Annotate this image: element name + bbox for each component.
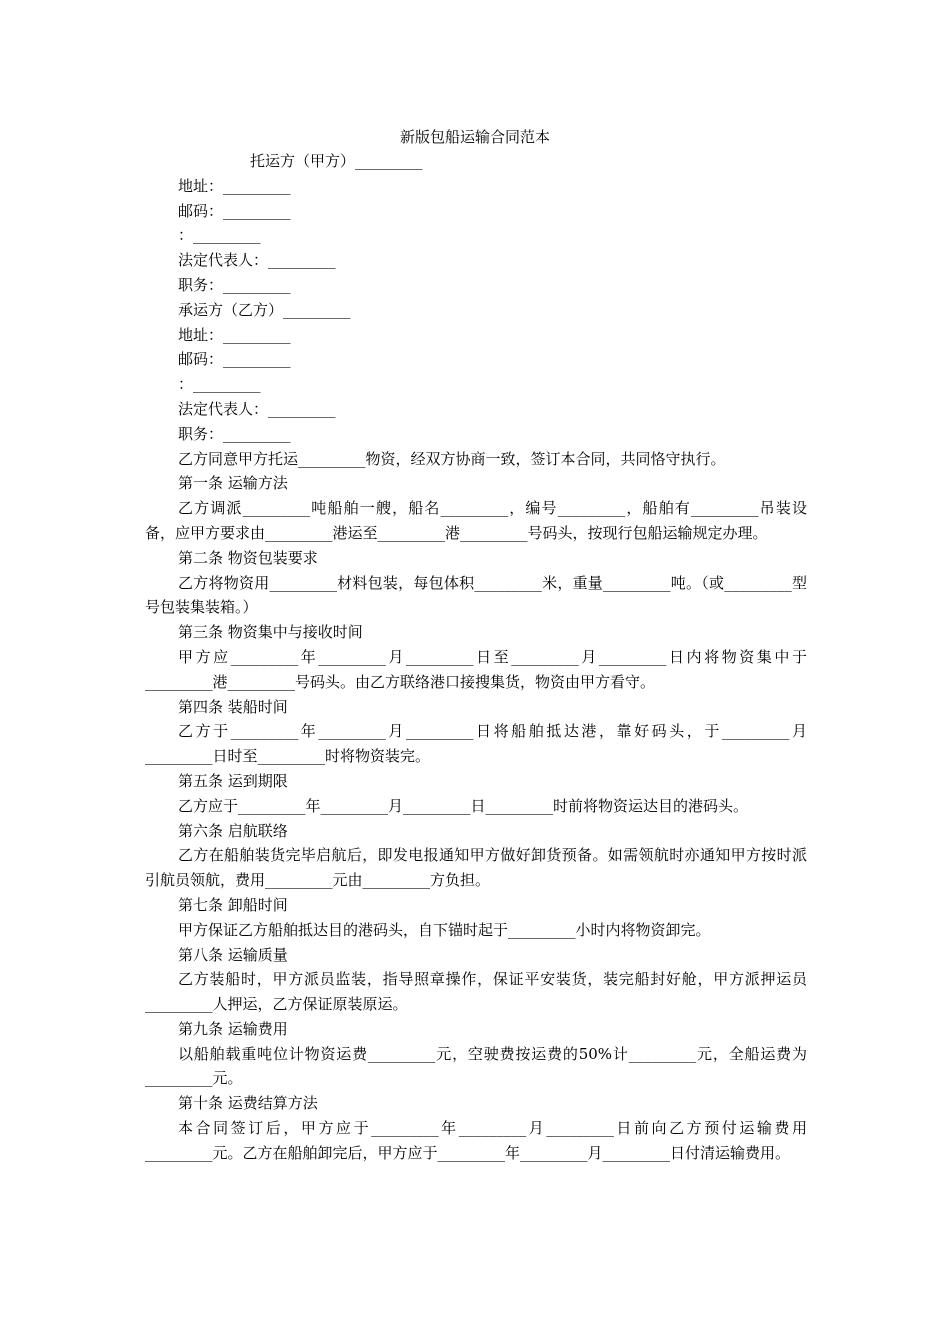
party-b-name: 承运方（乙方）_________ bbox=[178, 300, 351, 319]
article-2-body: 乙方将物资用_________材料包装，每包体积_________米，重量_________吨。（或_________型号包装集装箱。） bbox=[145, 573, 807, 617]
article-6-heading: 第六条 启航联络 bbox=[178, 821, 288, 840]
party-b-legal-rep: 法定代表人：_________ bbox=[178, 399, 336, 418]
article-6-body: 乙方在船舶装货完毕启航后，即发电报通知甲方做好卸货预备。如需领航时亦通知甲方按时派引航员领航，费用_________元由_________方负担。 bbox=[145, 846, 807, 890]
article-7-heading: 第七条 卸船时间 bbox=[178, 895, 288, 914]
article-4-body: 乙方于_________年_________月_________日将船舶抵达港，靠好码头，于_________月_________日时至_________时将物资装完。 bbox=[145, 722, 807, 766]
party-b-position: 职务：_________ bbox=[178, 424, 291, 443]
article-1-body: 乙方调派_________吨船舶一艘，船名_________，编号_________，船舶有_________吊装设备，应甲方要求由_________港运至_________港_________号码头，按现行包船运输规定办理。 bbox=[145, 499, 807, 542]
article-7-body: 甲方保证乙方船舶抵达目的港码头，自下锚时起于_________小时内将物资卸完。 bbox=[178, 920, 711, 939]
party-a-postcode: 邮码：_________ bbox=[178, 201, 291, 220]
party-b-blank-field: ：_________ bbox=[178, 375, 261, 394]
article-2-heading: 第二条 物资包装要求 bbox=[178, 548, 318, 567]
article-10-heading: 第十条 运费结算方法 bbox=[178, 1094, 318, 1113]
article-1-heading: 第一条 运输方法 bbox=[178, 474, 288, 493]
article-4-heading: 第四条 装船时间 bbox=[178, 697, 288, 716]
party-a-address: 地址：_________ bbox=[178, 176, 291, 195]
article-5-heading: 第五条 运到期限 bbox=[178, 771, 288, 790]
article-3-body: 甲方应_________年_________月_________日至_________月_________日内将物资集中于_________港_________号码头。由乙方联络港口接搜集货，物资由甲方看守。 bbox=[145, 647, 807, 691]
party-b-postcode: 邮码：_________ bbox=[178, 350, 291, 369]
article-8-body: 乙方装船时，甲方派员监装，指导照章操作，保证平安装货，装完船封好舱，甲方派押运员_________人押运，乙方保证原装原运。 bbox=[145, 970, 807, 1014]
article-3-heading: 第三条 物资集中与接收时间 bbox=[178, 623, 363, 642]
party-a-blank-field: ：_________ bbox=[178, 226, 261, 245]
article-9-body: 以船舶载重吨位计物资运费_________元，空驶费按运费的50%计_________元，全船运费为_________元。 bbox=[145, 1044, 807, 1088]
party-b-address: 地址：_________ bbox=[178, 325, 291, 344]
document-body bbox=[145, 149, 807, 1166]
party-a-position: 职务：_________ bbox=[178, 275, 291, 294]
article-5-body: 乙方应于_________年_________月_________日_________时前将物资运达目的港码头。 bbox=[178, 796, 749, 815]
party-a-name: 托运方（甲方）_________ bbox=[250, 152, 423, 170]
party-a-legal-rep: 法定代表人：_________ bbox=[178, 251, 336, 270]
intro-paragraph: 乙方同意甲方托运_________物资，经双方协商一致，签订本合同，共同恪守执行。 bbox=[178, 449, 726, 468]
article-8-heading: 第八条 运输质量 bbox=[178, 945, 288, 964]
article-10-body: 本合同签订后，甲方应于_________年_________月_________日前向乙方预付运输费用_________元。乙方在船舶卸完后，甲方应于_________年_________月_________日付清运输费用。 bbox=[145, 1119, 807, 1162]
article-9-heading: 第九条 运输费用 bbox=[178, 1019, 288, 1038]
document-title: 新版包船运输合同范本 bbox=[399, 128, 550, 146]
